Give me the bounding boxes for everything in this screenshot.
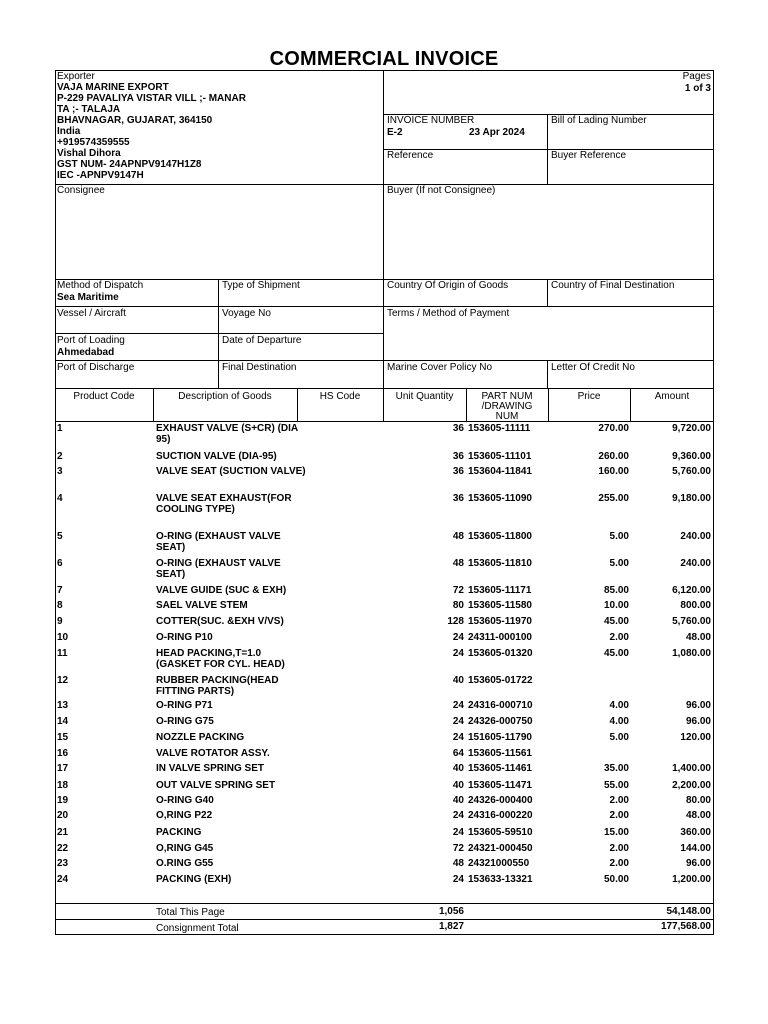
item-quantity: 24 bbox=[452, 700, 464, 711]
item-number: 18 bbox=[57, 780, 69, 791]
item-part-number: 153605-11111 bbox=[468, 423, 531, 434]
port-loading-label: Port of Loading bbox=[57, 335, 125, 346]
item-price: 255.00 bbox=[598, 493, 629, 504]
item-description: RUBBER PACKING(HEAD FITTING PARTS) bbox=[156, 675, 279, 697]
port-discharge-label: Port of Discharge bbox=[57, 362, 135, 373]
invoice-number-label: INVOICE NUMBER bbox=[387, 115, 475, 126]
buyer-label: Buyer (If not Consignee) bbox=[387, 185, 496, 196]
item-part-number: 153605-11461 bbox=[468, 763, 532, 774]
item-description: SAEL VALVE STEM bbox=[156, 600, 248, 611]
item-price: 4.00 bbox=[609, 716, 629, 727]
item-quantity: 24 bbox=[452, 648, 464, 659]
col-unit-quantity: Unit Quantity bbox=[395, 391, 454, 402]
item-description: VALVE SEAT EXHAUST(FOR COOLING TYPE) bbox=[156, 493, 292, 515]
item-quantity: 64 bbox=[452, 748, 464, 759]
item-description: O.RING G55 bbox=[156, 858, 214, 869]
item-number: 12 bbox=[57, 675, 69, 686]
exporter-label: Exporter bbox=[57, 71, 95, 82]
item-quantity: 36 bbox=[452, 466, 464, 477]
item-amount: 144.00 bbox=[680, 843, 711, 854]
item-price: 2.00 bbox=[609, 843, 629, 854]
pages-label: Pages bbox=[682, 71, 711, 82]
item-number: 24 bbox=[57, 874, 69, 885]
item-number: 10 bbox=[57, 632, 69, 643]
divider bbox=[55, 360, 714, 361]
item-number: 7 bbox=[57, 585, 63, 596]
item-amount: 48.00 bbox=[685, 810, 711, 821]
invoice-date: 23 Apr 2024 bbox=[469, 127, 525, 138]
item-amount: 1,080.00 bbox=[672, 648, 711, 659]
item-price: 10.00 bbox=[603, 600, 629, 611]
item-description: IN VALVE SPRING SET bbox=[156, 763, 264, 774]
item-description: PACKING (EXH) bbox=[156, 874, 232, 885]
item-part-number: 153605-11471 bbox=[468, 780, 532, 791]
item-quantity: 24 bbox=[452, 810, 464, 821]
item-number: 2 bbox=[57, 451, 63, 462]
total-page-amount: 54,148.00 bbox=[666, 906, 711, 917]
item-number: 3 bbox=[57, 466, 63, 477]
terms-label: Terms / Method of Payment bbox=[387, 308, 510, 319]
divider bbox=[55, 306, 714, 307]
item-quantity: 36 bbox=[452, 493, 464, 504]
letter-credit-label: Letter Of Credit No bbox=[551, 362, 635, 373]
item-amount: 9,360.00 bbox=[672, 451, 711, 462]
item-quantity: 24 bbox=[452, 827, 464, 838]
item-description: PACKING bbox=[156, 827, 202, 838]
item-number: 14 bbox=[57, 716, 69, 727]
item-amount: 120.00 bbox=[680, 732, 711, 743]
item-description: O-RING G40 bbox=[156, 795, 214, 806]
shipment-type-label: Type of Shipment bbox=[222, 280, 300, 291]
divider bbox=[547, 360, 548, 389]
consignment-total-label: Consignment Total bbox=[156, 923, 239, 934]
item-price: 4.00 bbox=[609, 700, 629, 711]
item-quantity: 80 bbox=[452, 600, 464, 611]
item-amount: 1,200.00 bbox=[672, 874, 711, 885]
invoice-number: E-2 bbox=[387, 127, 403, 138]
col-price: Price bbox=[577, 391, 601, 402]
item-amount: 1,400.00 bbox=[672, 763, 711, 774]
exporter-gst: GST NUM- 24APNPV9147H1Z8 bbox=[57, 159, 202, 170]
total-page-quantity: 1,056 bbox=[438, 906, 464, 917]
item-number: 4 bbox=[57, 493, 63, 504]
item-price: 5.00 bbox=[609, 732, 629, 743]
item-part-number: 24321-000450 bbox=[468, 843, 533, 854]
item-description: O,RING G45 bbox=[156, 843, 214, 854]
document-title: COMMERCIAL INVOICE bbox=[269, 48, 499, 70]
item-number: 1 bbox=[57, 423, 63, 434]
item-part-number: 24326-000750 bbox=[468, 716, 533, 727]
exporter-section bbox=[57, 71, 246, 181]
item-quantity: 24 bbox=[452, 732, 464, 743]
col-amount: Amount bbox=[654, 391, 690, 402]
item-number: 9 bbox=[57, 616, 63, 627]
item-part-number: 153605-11561 bbox=[468, 748, 532, 759]
divider bbox=[383, 70, 384, 389]
exporter-contact: Vishal Dihora bbox=[57, 148, 121, 159]
item-part-number: 153633-13321 bbox=[468, 874, 533, 885]
item-part-number: 24326-000400 bbox=[468, 795, 533, 806]
final-destination-label: Final Destination bbox=[222, 362, 297, 373]
item-part-number: 153605-11171 bbox=[468, 585, 532, 596]
item-number: 21 bbox=[57, 827, 69, 838]
divider bbox=[218, 279, 219, 389]
item-description: O-RING G75 bbox=[156, 716, 214, 727]
item-part-number: 24311-000100 bbox=[468, 632, 532, 643]
item-amount: 360.00 bbox=[680, 827, 711, 838]
consignment-total-quantity: 1,827 bbox=[438, 921, 464, 932]
item-price: 55.00 bbox=[603, 780, 629, 791]
total-page-label: Total This Page bbox=[156, 907, 225, 918]
item-number: 8 bbox=[57, 600, 63, 611]
item-quantity: 24 bbox=[452, 632, 464, 643]
item-amount: 96.00 bbox=[685, 716, 711, 727]
divider bbox=[55, 184, 714, 185]
marine-cover-label: Marine Cover Policy No bbox=[387, 362, 493, 373]
item-quantity: 36 bbox=[452, 423, 464, 434]
item-amount: 80.00 bbox=[685, 795, 711, 806]
pages-value: 1 of 3 bbox=[684, 83, 711, 94]
item-quantity: 48 bbox=[452, 858, 464, 869]
country-origin-label: Country Of Origin of Goods bbox=[387, 280, 509, 291]
item-part-number: 24316-000220 bbox=[468, 810, 533, 821]
item-part-number: 24321000550 bbox=[468, 858, 530, 869]
exporter-phone: +919574359555 bbox=[57, 137, 130, 148]
exporter-country: India bbox=[57, 126, 81, 137]
item-amount: 240.00 bbox=[680, 558, 711, 569]
item-price: 2.00 bbox=[609, 810, 629, 821]
item-description: O,RING P22 bbox=[156, 810, 213, 821]
item-description: O-RING P71 bbox=[156, 700, 213, 711]
item-amount: 800.00 bbox=[680, 600, 711, 611]
divider bbox=[466, 388, 467, 422]
item-description: O-RING P10 bbox=[156, 632, 213, 643]
divider bbox=[713, 421, 714, 935]
item-amount: 5,760.00 bbox=[672, 616, 711, 627]
divider bbox=[55, 333, 384, 334]
col-product-code: Product Code bbox=[73, 391, 135, 402]
item-price: 50.00 bbox=[603, 874, 629, 885]
item-description: VALVE ROTATOR ASSY. bbox=[156, 748, 270, 759]
item-part-number: 153605-59510 bbox=[468, 827, 533, 838]
item-part-number: 153605-11580 bbox=[468, 600, 532, 611]
item-price: 160.00 bbox=[598, 466, 629, 477]
country-destination-label: Country of Final Destination bbox=[551, 280, 675, 291]
item-number: 15 bbox=[57, 732, 69, 743]
item-price: 5.00 bbox=[609, 558, 629, 569]
item-part-number: 153605-11090 bbox=[468, 493, 532, 504]
item-price: 35.00 bbox=[603, 763, 629, 774]
item-part-number: 153605-01722 bbox=[468, 675, 533, 686]
item-quantity: 40 bbox=[452, 795, 464, 806]
item-number: 11 bbox=[57, 648, 68, 659]
item-price: 2.00 bbox=[609, 632, 629, 643]
item-price: 15.00 bbox=[603, 827, 629, 838]
consignee-label: Consignee bbox=[57, 185, 105, 196]
item-amount: 9,180.00 bbox=[672, 493, 711, 504]
item-price: 45.00 bbox=[603, 616, 629, 627]
item-price: 2.00 bbox=[609, 795, 629, 806]
item-number: 5 bbox=[57, 531, 63, 542]
item-part-number: 24316-000710 bbox=[468, 700, 533, 711]
port-loading-value: Ahmedabad bbox=[57, 347, 115, 358]
item-description: COTTER(SUC. &EXH V/VS) bbox=[156, 616, 284, 627]
item-part-number: 153605-01320 bbox=[468, 648, 533, 659]
exporter-iec: IEC -APNPV9147H bbox=[57, 170, 144, 181]
divider bbox=[55, 934, 714, 935]
item-amount: 48.00 bbox=[685, 632, 711, 643]
item-quantity: 72 bbox=[452, 843, 464, 854]
item-price: 2.00 bbox=[609, 858, 629, 869]
item-price: 260.00 bbox=[598, 451, 629, 462]
item-description: O-RING (EXHAUST VALVE SEAT) bbox=[156, 531, 281, 553]
item-quantity: 24 bbox=[452, 716, 464, 727]
item-amount: 9,720.00 bbox=[672, 423, 711, 434]
divider bbox=[547, 279, 548, 307]
item-description: VALVE GUIDE (SUC & EXH) bbox=[156, 585, 287, 596]
item-amount: 2,200.00 bbox=[672, 780, 711, 791]
item-part-number: 153605-11800 bbox=[468, 531, 532, 542]
item-description: NOZZLE PACKING bbox=[156, 732, 245, 743]
item-price: 5.00 bbox=[609, 531, 629, 542]
item-number: 16 bbox=[57, 748, 69, 759]
item-part-number: 153604-11841 bbox=[468, 466, 532, 477]
item-quantity: 72 bbox=[452, 585, 464, 596]
item-number: 6 bbox=[57, 558, 63, 569]
vessel-label: Vessel / Aircraft bbox=[57, 308, 126, 319]
dispatch-value: Sea Maritime bbox=[57, 292, 119, 303]
exporter-address: BHAVNAGAR, GUJARAT, 364150 bbox=[57, 115, 213, 126]
item-quantity: 36 bbox=[452, 451, 464, 462]
item-number: 19 bbox=[57, 795, 69, 806]
divider bbox=[55, 421, 56, 935]
item-description: EXHAUST VALVE (S+CR) (DIA 95) bbox=[156, 423, 298, 445]
col-hs-code: HS Code bbox=[319, 391, 361, 402]
consignment-total-amount: 177,568.00 bbox=[660, 921, 711, 932]
item-number: 20 bbox=[57, 810, 69, 821]
item-quantity: 40 bbox=[452, 675, 464, 686]
departure-date-label: Date of Departure bbox=[222, 335, 302, 346]
item-amount: 240.00 bbox=[680, 531, 711, 542]
item-part-number: 153605-11810 bbox=[468, 558, 532, 569]
item-quantity: 48 bbox=[452, 558, 464, 569]
item-description: OUT VALVE SPRING SET bbox=[156, 780, 276, 791]
item-description: VALVE SEAT (SUCTION VALVE) bbox=[156, 466, 306, 477]
exporter-name: VAJA MARINE EXPORT bbox=[57, 82, 169, 93]
item-number: 23 bbox=[57, 858, 69, 869]
item-price: 85.00 bbox=[603, 585, 629, 596]
item-quantity: 40 bbox=[452, 780, 464, 791]
divider bbox=[55, 919, 714, 920]
exporter-address: P-229 PAVALIYA VISTAR VILL ;- MANAR bbox=[57, 93, 246, 104]
item-number: 22 bbox=[57, 843, 69, 854]
bill-of-lading-label: Bill of Lading Number bbox=[551, 115, 647, 126]
item-part-number: 153605-11970 bbox=[468, 616, 532, 627]
col-part-num: PART NUM /DRAWING NUM bbox=[481, 391, 533, 422]
item-quantity: 128 bbox=[447, 616, 464, 627]
col-description: Description of Goods bbox=[178, 391, 272, 402]
item-quantity: 24 bbox=[452, 874, 464, 885]
item-amount: 96.00 bbox=[685, 700, 711, 711]
item-description: HEAD PACKING,T=1.0 (GASKET FOR CYL. HEAD) bbox=[156, 648, 285, 670]
item-amount: 6,120.00 bbox=[672, 585, 711, 596]
dispatch-label: Method of Dispatch bbox=[57, 280, 144, 291]
item-part-number: 153605-11101 bbox=[468, 451, 532, 462]
item-price: 45.00 bbox=[603, 648, 629, 659]
divider bbox=[55, 903, 714, 904]
exporter-address: TA ;- TALAJA bbox=[57, 104, 121, 115]
buyer-reference-label: Buyer Reference bbox=[551, 150, 627, 161]
item-part-number: 151605-11790 bbox=[468, 732, 532, 743]
voyage-label: Voyage No bbox=[222, 308, 271, 319]
item-price: 270.00 bbox=[598, 423, 629, 434]
item-quantity: 48 bbox=[452, 531, 464, 542]
item-amount: 96.00 bbox=[685, 858, 711, 869]
reference-label: Reference bbox=[387, 150, 434, 161]
item-amount: 5,760.00 bbox=[672, 466, 711, 477]
item-description: O-RING (EXHAUST VALVE SEAT) bbox=[156, 558, 281, 580]
item-number: 17 bbox=[57, 763, 69, 774]
item-quantity: 40 bbox=[452, 763, 464, 774]
item-number: 13 bbox=[57, 700, 69, 711]
item-description: SUCTION VALVE (DIA-95) bbox=[156, 451, 277, 462]
